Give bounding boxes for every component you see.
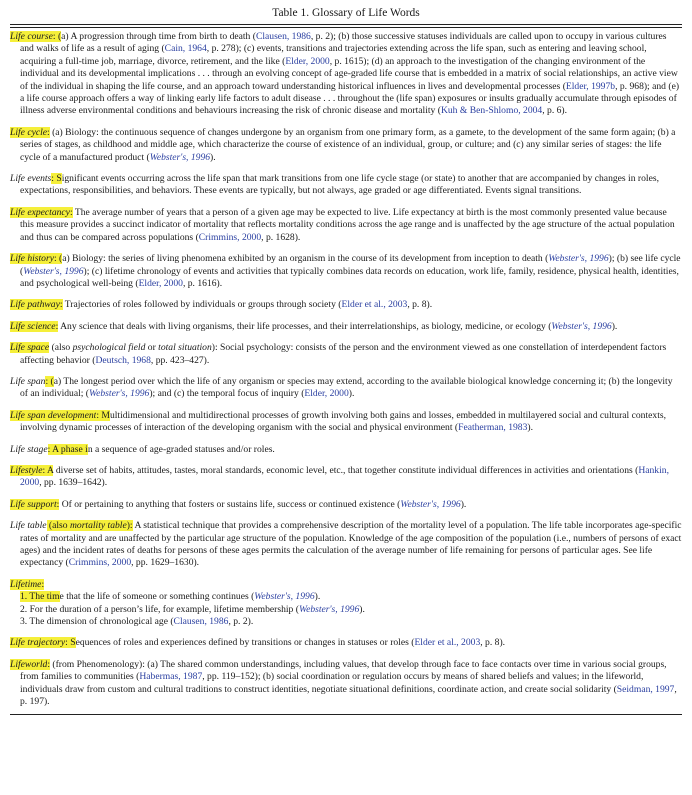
entry-term: Life pathway	[10, 299, 60, 311]
glossary-entry-life-pathway	[10, 296, 682, 317]
entry-term: Life span	[10, 375, 46, 387]
definition-text: , pp. 1629–1630).	[131, 557, 200, 569]
entry-paragraph	[10, 342, 682, 367]
glossary-entry-life-history	[10, 250, 682, 296]
citation-link[interactable]: Webster's, 1996	[548, 253, 609, 265]
citation-link[interactable]: Crimmins, 2000	[198, 231, 262, 243]
definition-text: , pp. 1639–1642).	[39, 477, 108, 489]
definition-text: : A phase i	[47, 443, 88, 455]
definition-text: :	[47, 658, 50, 670]
glossary-entry-life-table	[10, 517, 682, 576]
definition-text: , p. 1615); (d) an approach to the investigation of the changing environment of the individual and its developmental implications . . . through an evolving concept of age-graded life course that is embedded in a matrix of social relationships, an active view of the individual in shaping the life course, and an approach toward understanding historical influences in lives and developmental processes (	[20, 55, 678, 92]
entry-term: Life space	[10, 342, 50, 354]
definition-text: ).	[210, 151, 216, 163]
citation-link[interactable]: Elder, 1997b	[565, 80, 616, 92]
lifetime-definition-list	[10, 591, 682, 628]
entry-paragraph	[10, 410, 682, 435]
glossary-entry-life-course	[10, 28, 682, 124]
table-caption: Table 1. Glossary of Life Words	[272, 7, 420, 19]
definition-text: : A	[42, 464, 54, 476]
citation-link[interactable]: Clausen, 1986	[173, 616, 229, 628]
entry-term: Life course	[10, 31, 53, 42]
entry-paragraph	[10, 321, 682, 333]
definition-text: a) Biology: the series of living phenomena exhibited by an organism in the course of its development from inception to death (	[62, 253, 549, 265]
glossary-entry-lifetime	[10, 576, 682, 635]
definition-text: , p. 2).	[228, 616, 254, 628]
definition-text: : M	[96, 409, 110, 421]
definition-text: ).	[314, 591, 321, 603]
citation-link[interactable]: Cain, 1964	[164, 43, 207, 55]
citation-link[interactable]: Deutsch, 1968	[95, 354, 151, 366]
entry-paragraph	[10, 253, 682, 290]
definition-text: ); (b) see life cycle (	[20, 253, 681, 277]
definition-text: total situation	[158, 342, 212, 354]
definition-text: :	[47, 126, 50, 138]
entry-term: Life support	[10, 498, 57, 510]
glossary-entry-life-support	[10, 496, 682, 517]
entry-term: Life cycle	[10, 126, 48, 138]
definition-text: : (	[53, 253, 63, 265]
citation-link[interactable]: Clausen, 1986	[255, 31, 311, 42]
definition-text: ultidimensional and multidirectional processes of growth involving both gains and losses, embedded in multilayered social and cultural contexts, involving dynamic processes of interaction of the developing organism with the social and physical environment (	[20, 409, 666, 434]
glossary-entry-life-space	[10, 339, 682, 373]
citation-link[interactable]: Seidman, 1997	[616, 683, 675, 695]
lifetime-definition-item	[20, 591, 682, 603]
entry-paragraph	[10, 207, 682, 244]
definition-text: Any science that deals with living organisms, their life processes, and their interrelationships, as biology, medicine, or ecology (	[58, 320, 552, 332]
entry-term: Life table	[10, 520, 47, 532]
definition-text: ignificant events occurring across the life span that mark transitions from one life cycle stage (or state) to another that are accompanied by changes in roles, expectations, responsibilities, and behaviors. These events are typically, but not always, age graded or age differentiated. Events signal transitions.	[20, 173, 659, 197]
citation-link[interactable]: Kuh & Ben-Shlomo, 2004	[440, 105, 543, 117]
entry-term: Life stage	[10, 443, 48, 455]
glossary-entries	[10, 28, 682, 576]
definition-text: : (	[45, 375, 54, 387]
citation-link[interactable]: Elder, 2000	[138, 277, 183, 289]
entry-paragraph	[10, 465, 682, 490]
entry-term: Life expectancy	[10, 206, 70, 218]
definition-text: Trajectories of roles followed by individuals or groups through society (	[62, 299, 342, 311]
definition-text: , p. 8).	[480, 637, 506, 649]
definition-text: , pp. 423–427).	[150, 354, 210, 366]
definition-text: A statistical technique that provides a comprehensive description of the mortality level of a population. The life table incorporates age-specific rates of mortality and are unaffected by the particular age structure of the population. Knowledge of the age composition of the population (i.e., numbers of persons of exact ages) and the incident rates of deaths for persons of these ages permits the calculation of the average number of life remaining for persons of particular ages. See life expectancy (	[20, 520, 682, 569]
definition-text: diverse set of habits, attitudes, tastes, moral standards, economic level, etc., that together constitute individual differences in activities and orientations (	[53, 464, 639, 476]
citation-link[interactable]: Webster's, 1996	[551, 320, 612, 332]
definition-text: n a sequence of age-graded statuses and/or roles.	[87, 443, 275, 455]
definition-text: :	[55, 320, 59, 332]
definition-text: a) The longest period over which the life of any organism or species may extend, according to the available biological knowledge concerning it; (b) the longevity of an individual; (	[20, 375, 673, 400]
definition-text: :	[69, 206, 73, 218]
entry-paragraph	[10, 376, 682, 401]
definition-text: (a) Biology: the continuous sequence of changes undergone by an organism from one primary form, as a gamete, to the development of the same form again; (b) a series of stages, as childhood and middle age, which characterize the course of existence of an individual, group, or culture; and (c) any similar series of stages: the life cycle of a manufactured product (	[20, 126, 676, 163]
definition-text: mortality table	[69, 520, 127, 532]
definition-text: e that the life of someone or something continues (	[59, 591, 255, 603]
entry-term: Life span development	[10, 409, 97, 421]
definition-text: , p. 2); (b) those successive statuses individuals are called upon to occupy in various cultures and walks of life as a result of aging (	[20, 31, 667, 55]
entry-term: Life history	[10, 253, 54, 265]
citation-link[interactable]: Habermas, 1987	[139, 671, 203, 683]
definition-text: (from Phenomenology): (a) The shared common understandings, including values, that develop through face to face contacts over time in various social groups, from families to communities (	[20, 658, 667, 683]
entry-paragraph	[10, 520, 682, 570]
entry-term: Lifeworld	[10, 658, 48, 670]
definition-text: , p. 8).	[407, 299, 433, 311]
definition-text: ).	[611, 320, 618, 332]
bottom-rule	[10, 714, 682, 715]
definition-text: : (	[52, 31, 62, 42]
glossary-entries-after	[10, 634, 682, 714]
entry-paragraph	[10, 444, 682, 456]
citation-link[interactable]: Webster's, 1996	[254, 591, 315, 603]
definition-text: ):	[126, 520, 133, 532]
citation-link[interactable]: Elder, 2000	[285, 55, 330, 67]
glossary-entry-lifeworld	[10, 656, 682, 715]
definition-text: (also	[46, 520, 70, 532]
entry-paragraph	[10, 499, 682, 511]
glossary-entry-life-span	[10, 373, 682, 407]
citation-link[interactable]: Webster's, 1996	[23, 265, 84, 277]
entry-paragraph	[10, 637, 682, 649]
definition-text: 3. The dimension of chronological age (	[20, 616, 174, 628]
definition-text: , p. 1616).	[182, 277, 223, 289]
citation-link[interactable]: Webster's, 1996	[400, 498, 461, 510]
glossary-page	[10, 0, 682, 715]
definition-text: , p. 968); and (e) a life course approach offers a way of linking early life factors to adult disease . . . throughout the (life span) exposures or insults gradually accumulate through episodes of illness adverse environmental conditions and behaviours increasing the risk of chronic disease and mortality (	[20, 80, 680, 117]
citation-link[interactable]: Crimmins, 2000	[68, 557, 132, 569]
definition-text: ).	[348, 388, 355, 400]
glossary-entry-life-trajectory	[10, 634, 682, 655]
entry-paragraph	[10, 299, 682, 311]
glossary-entry-lifestyle	[10, 462, 682, 496]
entry-term: Life trajectory	[10, 637, 66, 649]
entry-term: Lifetime	[10, 578, 42, 590]
entry-term: Life science	[10, 320, 56, 332]
citation-link[interactable]: Elder, 2000	[304, 388, 349, 400]
entry-paragraph	[10, 173, 682, 198]
citation-link[interactable]: Webster's, 1996	[298, 603, 360, 615]
entry-paragraph	[10, 31, 682, 118]
definition-text: , p. 6).	[542, 105, 568, 117]
entry-term: Life events	[10, 173, 52, 185]
definition-text: : S	[65, 637, 76, 649]
definition-text: :	[59, 299, 63, 311]
definition-text: : S	[51, 173, 62, 185]
citation-link[interactable]: Elder et al., 2003	[414, 637, 481, 649]
definition-text: ).	[359, 603, 365, 615]
citation-link[interactable]: Webster's, 1996	[89, 388, 150, 400]
definition-text: ); and (c) the temporal focus of inquiry (	[149, 388, 305, 400]
citation-link[interactable]: Featherman, 1983	[458, 422, 528, 434]
glossary-entry-life-events	[10, 170, 682, 204]
definition-text: Of or pertaining to anything that fosters or sustains life, success or continued existence (	[59, 498, 401, 510]
entry-term: Lifestyle	[10, 464, 43, 476]
glossary-entry-life-expectancy	[10, 204, 682, 250]
entry-paragraph	[10, 127, 682, 164]
definition-text: , p. 278); (c) events, transitions and trajectories extending across the life span, such as entering and leaving school, acquiring a full-time job, marriage, divorce, retirement, and the like (	[20, 43, 647, 67]
definition-text: psychological field	[72, 342, 146, 354]
definition-text: a) A progression through time from birth to death (	[61, 31, 256, 42]
lifetime-definition-item	[20, 616, 682, 628]
definition-text: ); (c) lifetime chronology of events and activities that typically combines data records on education, work life, family, residence, physical health, identities, and psychological well-being (	[20, 265, 679, 289]
glossary-entry-life-cycle	[10, 124, 682, 170]
definition-text: 1. The tim	[20, 591, 60, 603]
definition-text: , pp. 119–152); (b) social coordination or regulation occurs by means of shared beliefs and values; in the lifeworld, individuals draw from custom and cultural traditions to construct identities, negotiate situational definitions, coordinate action, and create social solidarity (	[20, 671, 644, 695]
definition-text: ).	[460, 498, 467, 510]
definition-text: ): Social psychology: consists of the person and the environment viewed as one constellation of interdependent factors affecting behavior (	[20, 342, 667, 366]
definition-text: ).	[527, 422, 533, 434]
definition-text: equences of roles and experiences defined by transitions or changes in statuses or roles (	[75, 637, 415, 649]
citation-link[interactable]: Webster's, 1996	[149, 151, 211, 163]
citation-link[interactable]: Elder et al., 2003	[341, 299, 408, 311]
entry-colon: :	[41, 578, 45, 590]
definition-text: (also	[49, 342, 73, 354]
definition-text: , p. 197).	[20, 683, 677, 708]
definition-text: The average number of years that a person of a given age may be expected to live. Life expectancy at birth is the most commonly presented value because this measure provides a succinct indicator of mortality that reflects mortality conditions across the age range and is unaffected by the age structure of the actual population and thus can be compared across populations (	[20, 206, 675, 243]
definition-text: 2. For the duration of a person’s life, for example, lifetime membership (	[20, 603, 299, 615]
definition-text: or	[145, 342, 159, 354]
glossary-entry-life-stage	[10, 441, 682, 462]
glossary-entry-life-science	[10, 318, 682, 339]
definition-text: , p. 1628).	[261, 231, 301, 243]
entry-paragraph	[10, 659, 682, 709]
definition-text: :	[56, 498, 60, 510]
lifetime-definition-item	[20, 604, 682, 616]
glossary-entry-life-span-development	[10, 407, 682, 441]
citation-link[interactable]: Hankin, 2000	[20, 464, 669, 489]
